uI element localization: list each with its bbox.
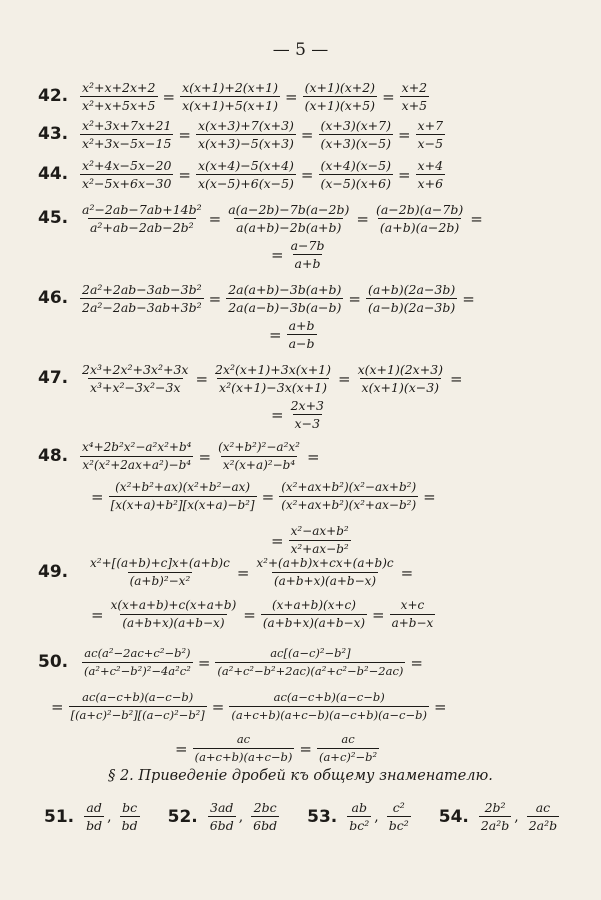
denominator: x²(x²+2ax+a²)−b⁴ (82, 458, 192, 472)
denominator: x+6 (417, 176, 444, 191)
fraction (82, 646, 193, 679)
fraction (84, 800, 104, 833)
denominator: (a+c)²−b² (318, 750, 378, 764)
numerator: x+7 (417, 118, 444, 133)
equation-line (88, 480, 439, 513)
denominator: a+b (294, 256, 321, 271)
equals-sign: = (162, 87, 176, 106)
numerator: x²+3x+7x+21 (82, 118, 172, 133)
fraction (254, 556, 395, 589)
denominator: (a+b)²−x² (129, 574, 191, 588)
denominator: x(x+1)+5(x+1) (182, 98, 279, 113)
exercise-52 (168, 800, 282, 833)
equals-sign: = (271, 405, 284, 424)
equals-sign: = (300, 125, 314, 144)
numerator: 2a(a+b)−3b(a+b) (228, 282, 342, 297)
fraction (80, 158, 173, 191)
denominator: a(a+b)−2b(a+b) (236, 220, 342, 235)
problem-number: 52. (167, 806, 198, 827)
numerator: (x+1)(x+2) (304, 80, 376, 95)
equals-sign: = (400, 563, 414, 582)
denominator: x(x+3)−5(x+3) (197, 136, 294, 151)
fraction (347, 800, 371, 833)
fraction (261, 598, 367, 631)
numerator: (x²+ax+b²)(x²−ax+b²) (281, 480, 417, 494)
problem-number: 48. (38, 446, 69, 466)
equals-sign: = (269, 325, 282, 344)
equals-sign: = (178, 125, 191, 144)
exercise-54 (439, 800, 561, 833)
denominator: 2a(a−b)−3b(a−b) (228, 300, 342, 315)
numerator: ac (236, 732, 251, 746)
denominator: 6bd (253, 818, 278, 833)
fraction (80, 440, 193, 473)
equals-sign: = (208, 289, 222, 308)
numerator: 2b² (484, 800, 506, 815)
equation-line (268, 398, 328, 431)
fraction (216, 440, 302, 473)
denominator: (x+3)(x−5) (320, 136, 391, 151)
denominator: (a+c+b)(a+c−b)(a−c+b)(a−c−b) (231, 708, 427, 722)
numerator: 2x+3 (290, 398, 325, 413)
denominator: (a+b)(a−2b) (379, 220, 460, 235)
equation-line (78, 282, 478, 315)
fraction (180, 80, 280, 113)
problem-number: 45. (38, 208, 69, 228)
denominator: (a+b+x)(a+b−x) (273, 574, 377, 588)
problem-number: 44. (38, 164, 69, 184)
fraction (226, 282, 343, 315)
numerator: x(x+1)(2x+3) (357, 362, 444, 377)
denominator: 6bd (209, 818, 234, 833)
equals-sign: = (338, 369, 351, 388)
equals-sign: = (397, 165, 411, 184)
numerator: x²+(a+b)x+cx+(a+b)c (256, 556, 394, 570)
denominator: (x−5)(x+6) (320, 176, 391, 191)
equation-line (78, 118, 447, 151)
numerator: ac[(a−c)²−b²] (270, 646, 351, 660)
equals-sign: = (462, 289, 475, 308)
equals-sign: = (470, 209, 483, 228)
equals-sign: = (236, 563, 250, 582)
fraction (226, 202, 351, 235)
equation-line (172, 732, 381, 765)
denominator: x(x+1)(x−3) (361, 380, 440, 395)
denominator: x²(x+1)−3x(x+1) (219, 380, 328, 395)
numerator: ac (341, 732, 355, 746)
denominator: (x+1)(x+5) (304, 98, 376, 113)
numerator: x⁴+2b²x²−a²x²+b⁴ (82, 440, 192, 454)
fraction (319, 158, 393, 191)
numerator: 2x³+2x²+3x²+3x (82, 362, 189, 377)
equals-sign: = (178, 165, 191, 184)
denominator: x²+3x−5x−15 (82, 136, 172, 151)
numerator: a−7b (290, 238, 325, 253)
problem-number: 43. (38, 124, 69, 144)
equation-line (86, 556, 416, 589)
comma: , (238, 808, 244, 825)
denominator: (a²+c²−b²)²−4a²c² (84, 664, 191, 678)
numerator: x(x+a+b)+c(x+a+b) (110, 598, 237, 612)
numerator: (x²+b²+ax)(x²+b²−ax) (115, 480, 251, 494)
denominator: bd (121, 818, 138, 833)
equals-sign: = (271, 531, 284, 550)
numerator: x+4 (417, 158, 444, 173)
equation-line (78, 362, 466, 395)
denominator: (a+b+x)(a+b−x) (122, 616, 225, 630)
fraction (80, 80, 158, 113)
equals-sign: = (208, 209, 222, 228)
equals-sign: = (423, 487, 436, 506)
equals-sign: = (285, 87, 298, 106)
fraction (527, 800, 559, 833)
exercise-row (44, 800, 587, 833)
equation-line (268, 524, 353, 557)
fraction (109, 480, 257, 513)
fraction (80, 202, 204, 235)
problem-number: 51. (44, 806, 75, 827)
numerator: ac(a−c+b)(a−c−b) (273, 690, 385, 704)
denominator: x³+x²−3x²−3x (89, 380, 181, 395)
denominator: bc² (388, 818, 409, 833)
equation-line (78, 158, 447, 191)
numerator: (a−2b)(a−7b) (375, 202, 464, 217)
fraction (251, 800, 279, 833)
fraction (69, 690, 207, 723)
denominator: (x²+ax+b²)(x²+ax−b²) (281, 498, 417, 512)
equals-sign: = (261, 487, 275, 506)
numerator: ad (86, 800, 102, 815)
equation-line (78, 80, 431, 113)
exercise-53 (307, 800, 413, 833)
equation-line (266, 318, 319, 351)
equals-sign: = (197, 653, 211, 672)
numerator: (x+4)(x−5) (320, 158, 391, 173)
fraction (400, 80, 429, 113)
equation-line (88, 598, 437, 631)
denominator: bd (86, 818, 103, 833)
fraction (287, 318, 317, 351)
equation-line (48, 690, 450, 723)
exercise-51 (44, 800, 142, 833)
fraction (390, 598, 436, 631)
numerator: a+b (288, 318, 315, 333)
fraction (120, 800, 140, 833)
numerator: x(x+4)−5(x+4) (197, 158, 294, 173)
fraction (317, 732, 379, 765)
fraction (208, 800, 236, 833)
fraction (196, 118, 296, 151)
fraction (213, 362, 333, 395)
numerator: ac(a²−2ac+c²−b²) (84, 646, 191, 660)
denominator: a−b (288, 336, 315, 351)
equals-sign: = (372, 605, 385, 624)
denominator: x²(x+a)²−b⁴ (222, 458, 296, 472)
fraction (289, 524, 351, 557)
equals-sign: = (382, 87, 395, 106)
equals-sign: = (397, 125, 411, 144)
denominator: 2a²b (480, 818, 510, 833)
denominator: (a−b)(2a−3b) (367, 300, 456, 315)
equals-sign: = (198, 447, 212, 466)
problem-number: 50. (38, 652, 69, 672)
denominator: 2a²−2ab−3ab+3b² (82, 300, 202, 315)
numerator: x²+x+2x+2 (82, 80, 156, 95)
equals-sign: = (51, 697, 64, 716)
numerator: ac (535, 800, 551, 815)
numerator: ac(a−c+b)(a−c−b) (82, 690, 194, 704)
equals-sign: = (356, 209, 369, 228)
comma: , (107, 808, 112, 825)
problem-number: 46. (38, 288, 69, 308)
problem-number: 53. (307, 806, 338, 827)
numerator: 2x²(x+1)+3x(x+1) (215, 362, 331, 377)
numerator: 3ad (210, 800, 234, 815)
numerator: x²−ax+b² (290, 524, 349, 538)
equals-sign: = (175, 739, 188, 758)
equals-sign: = (410, 653, 423, 672)
numerator: ab (351, 800, 367, 815)
fraction (279, 480, 418, 513)
equals-sign: = (91, 605, 104, 624)
numerator: 2a²+2ab−3ab−3b² (82, 282, 202, 297)
fraction (80, 362, 190, 395)
denominator: a²+ab−2ab−2b² (89, 220, 194, 235)
denominator: bc² (349, 818, 370, 833)
numerator: x(x+1)+2(x+1) (182, 80, 279, 95)
page-number: — 5 — (272, 40, 329, 60)
fraction (80, 118, 173, 151)
denominator: 2a²b (528, 818, 558, 833)
denominator: (a²+c²−b²+2ac)(a²+c²−b²−2ac) (217, 664, 404, 678)
equals-sign: = (450, 369, 463, 388)
equation-line (78, 440, 323, 473)
numerator: bc (122, 800, 138, 815)
fraction (289, 238, 327, 271)
equals-sign: = (271, 245, 284, 264)
equals-sign: = (299, 739, 312, 758)
problem-number: 49. (38, 562, 69, 582)
denominator: a+b−x (391, 616, 434, 630)
fraction (109, 598, 239, 631)
fraction (80, 282, 204, 315)
denominator: x−5 (417, 136, 444, 151)
denominator: x²+ax−b² (290, 542, 349, 556)
fraction (479, 800, 511, 833)
denominator: x+5 (401, 98, 428, 113)
denominator: [(a+c)²−b²][(a−c)²−b²] (70, 708, 205, 722)
numerator: c² (392, 800, 405, 815)
equals-sign: = (243, 605, 256, 624)
numerator: (x+3)(x+7) (320, 118, 391, 133)
numerator: x+2 (401, 80, 428, 95)
fraction (88, 556, 232, 589)
numerator: a²−2ab−7ab+14b² (82, 202, 202, 217)
numerator: x(x+3)+7(x+3) (197, 118, 294, 133)
fraction (387, 800, 411, 833)
equation-line (78, 202, 486, 235)
denominator: x²−5x+6x−30 (82, 176, 172, 191)
fraction (416, 118, 445, 151)
fraction (374, 202, 465, 235)
fraction (319, 118, 393, 151)
equals-sign: = (300, 165, 314, 184)
equals-sign: = (433, 697, 447, 716)
fraction (196, 158, 296, 191)
numerator: a(a−2b)−7b(a−2b) (228, 202, 350, 217)
problem-number: 47. (38, 368, 69, 388)
numerator: x²+[(a+b)+c]x+(a+b)c (90, 556, 230, 570)
comma: , (374, 808, 379, 825)
equals-sign: = (348, 289, 361, 308)
fraction (289, 398, 326, 431)
numerator: (x²+b²)²−a²x² (218, 440, 300, 454)
equals-sign: = (306, 447, 320, 466)
problem-number: 54. (438, 806, 469, 827)
denominator: x−3 (294, 416, 321, 431)
fraction (303, 80, 377, 113)
problem-number: 42. (38, 86, 69, 106)
equals-sign: = (91, 487, 104, 506)
numerator: (x+a+b)(x+c) (271, 598, 356, 612)
numerator: x+c (400, 598, 425, 612)
denominator: x(x−5)+6(x−5) (197, 176, 294, 191)
equals-sign: = (211, 697, 225, 716)
denominator: x²+x+5x+5 (82, 98, 156, 113)
denominator: [x(x+a)+b²][x(x+a)−b²] (110, 498, 255, 512)
numerator: 2bc (253, 800, 277, 815)
numerator: (a+b)(2a−3b) (367, 282, 456, 297)
comma: , (514, 808, 519, 825)
fraction (416, 158, 445, 191)
fraction (215, 646, 405, 679)
equation-line (268, 238, 328, 271)
numerator: x²+4x−5x−20 (82, 158, 172, 173)
denominator: (a+c+b)(a+c−b) (194, 750, 293, 764)
equation-line (80, 646, 426, 679)
denominator: (a+b+x)(a+b−x) (262, 616, 366, 630)
fraction (366, 282, 457, 315)
section-title: § 2. Приведеніе дробей къ общему знаменателю. (108, 768, 493, 784)
fraction (356, 362, 445, 395)
fraction (193, 732, 295, 765)
equals-sign: = (195, 369, 209, 388)
fraction (229, 690, 429, 723)
